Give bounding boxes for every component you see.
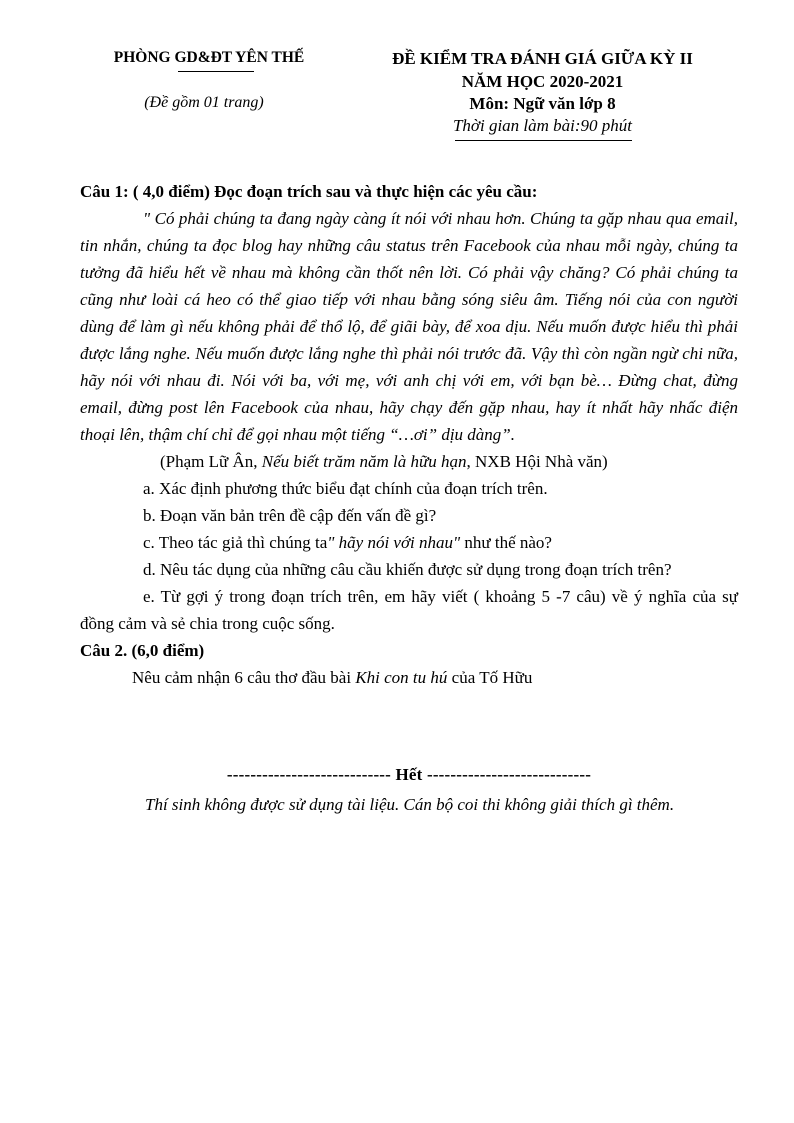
end-marker: ---------------------------- Hết ---------------------------- xyxy=(226,765,592,784)
question-1-heading: Câu 1: ( 4,0 điểm) Đọc đoạn trích sau và thực hiện các yêu cầu: xyxy=(80,182,538,201)
source-prefix: (Phạm Lữ Ân, xyxy=(160,452,262,471)
reading-passage: " Có phải chúng ta đang ngày càng ít nói với nhau hơn. Chúng ta gặp nhau qua email, tin nhắn, chúng ta đọc blog hay những câu status trên Facebook của nhau mỗi ngày, chúng ta tưởng đã hiểu hết về nhau mà không cần thốt nên lời. Có phải vậy chăng? Có phải chúng ta cũng như loài cá heo có thể giao tiếp với nhau bằng sóng siêu âm. Tiếng nói của con người dùng để làm gì nếu không phải để thổ lộ, để giãi bày, để xoa dịu. Nếu muốn được hiểu thì phải được lắng nghe. Nếu muốn được lắng nghe thì phải nói trước đã. Vậy thì còn ngần ngừ chi nữa, hãy nói với nhau đi. Nói với ba, với mẹ, với anh chị với em, với bạn bè… Đừng chat, đừng email, đừng post lên Facebook của nhau, hãy chạy đến gặp nhau, hay ít nhất hãy nhấc điện thoại lên, thậm chí chỉ để gọi nhau một tiếng “…ơi” dịu dàng”. xyxy=(80,209,738,444)
question-1c-quote: " hãy nói với nhau" xyxy=(327,533,461,552)
time-limit-underline xyxy=(455,140,632,141)
department-underline xyxy=(178,71,254,72)
question-1c xyxy=(80,529,738,556)
question-1c-suffix: như thế nào? xyxy=(460,533,552,552)
exam-footnote: Thí sinh không được sử dụng tài liệu. Cán bộ coi thi không giải thích gì thêm. xyxy=(145,795,675,814)
source-suffix: , NXB Hội Nhà văn) xyxy=(466,452,608,471)
question-1a: a. Xác định phương thức biểu đạt chính của đoạn trích trên. xyxy=(143,479,548,498)
subject: Môn: Ngữ văn lớp 8 xyxy=(469,94,616,113)
question-1e: e. Từ gợi ý trong đoạn trích trên, em hãy viết ( khoảng 5 -7 câu) về ý nghĩa của sự đồng cảm và sẻ chia trong cuộc sống. xyxy=(80,587,738,633)
department-name: PHÒNG GD&ĐT YÊN THẾ xyxy=(113,49,305,66)
passage-source xyxy=(80,448,738,475)
exam-title: ĐỀ KIỂM TRA ĐÁNH GIÁ GIỮA KỲ II xyxy=(392,49,693,68)
question-1b: b. Đoạn văn bản trên đề cập đến vấn đề gì? xyxy=(143,506,437,525)
question-1c-prefix: c. Theo tác giả thì chúng ta xyxy=(143,533,328,552)
question-1d: d. Nêu tác dụng của những câu cầu khiến được sử dụng trong đoạn trích trên? xyxy=(143,560,672,579)
question-2-suffix: của Tố Hữu xyxy=(447,668,533,687)
question-2-prompt xyxy=(80,664,738,691)
school-year: NĂM HỌC 2020-2021 xyxy=(461,72,624,91)
exam-body xyxy=(80,178,738,691)
question-2-heading: Câu 2. (6,0 điểm) xyxy=(80,641,205,660)
page-count-note: (Đề gồm 01 trang) xyxy=(144,94,264,111)
poem-title: Khi con tu hú xyxy=(355,668,448,687)
source-title: Nếu biết trăm năm là hữu hạn xyxy=(261,452,467,471)
question-2-prefix: Nêu cảm nhận 6 câu thơ đầu bài xyxy=(132,668,356,687)
time-limit: Thời gian làm bài:90 phút xyxy=(452,116,633,135)
